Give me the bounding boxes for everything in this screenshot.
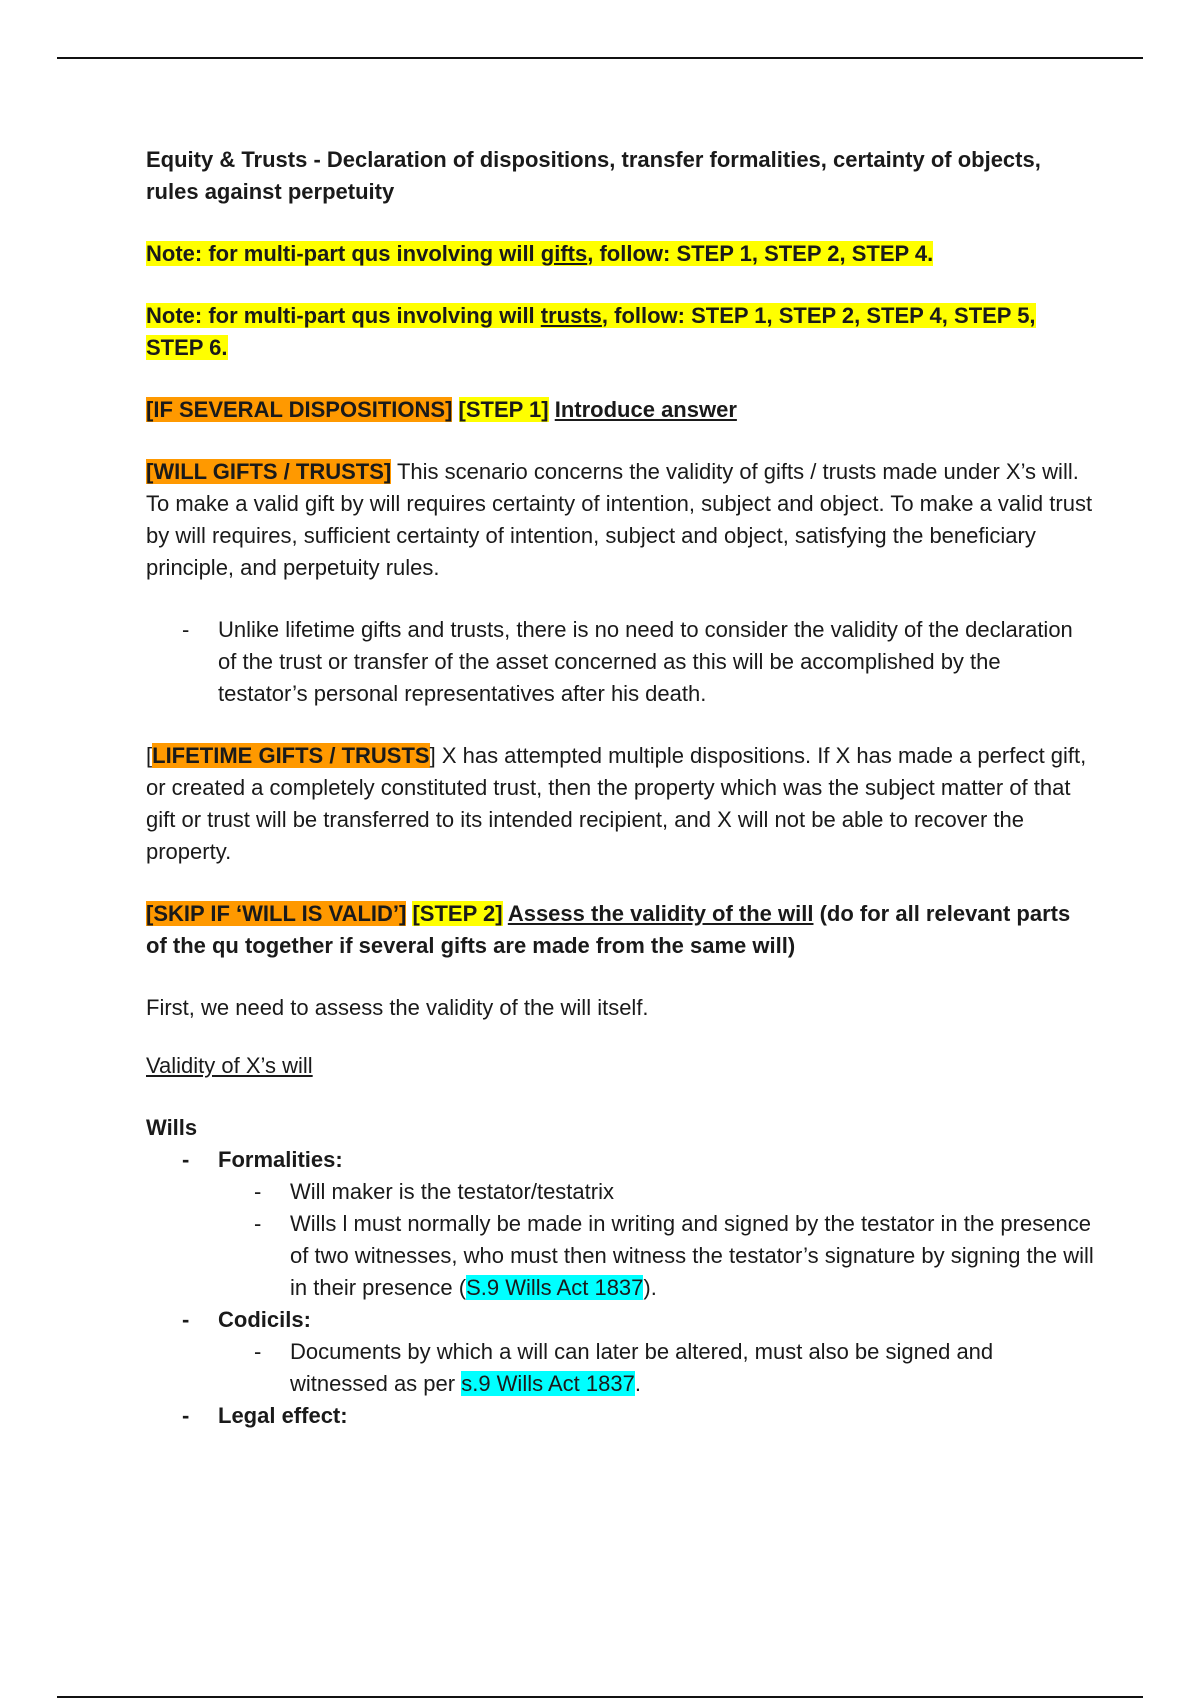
formalities-list (146, 1176, 1096, 1304)
note-text: Note: for multi-part qus involving will (146, 241, 541, 266)
note-text: Note: for multi-part qus involving will (146, 303, 541, 328)
codicils-list (146, 1336, 1096, 1400)
list-label: Formalities: (218, 1147, 343, 1172)
list-text: ). (643, 1275, 657, 1300)
paragraph-text: X has attempted multiple dispositions. If X has made a perfect gift, or created a completely constituted trust, then the property which was the subject matter of that gift or trust will be transferred to its intended recipient, and X will not be able to recover the property. (146, 743, 1087, 864)
bracket: ] (429, 743, 436, 768)
tag-badge: [WILL GIFTS / TRUSTS] (146, 459, 392, 484)
note-highlight (146, 241, 933, 266)
paragraph-text: This scenario concerns the validity of gifts / trusts made under X’s will. To make a valid gift by will requires certainty of intention, subject and object. To make a valid trust by will requires, sufficient certainty of intention, subject and object, satisfying the beneficiary principle, and perpetuity rules. (146, 459, 1093, 580)
list-text: Wills l must normally be made in writing and signed by the testator in the presence of two witnesses, who must then witness the testator’s signature by signing the will in their presence ( (290, 1211, 1094, 1300)
document-title: Equity & Trusts - Declaration of dispositions, transfer formalities, certainty of objects, rules against perpetuity (146, 147, 1041, 204)
list-item (218, 1336, 1096, 1400)
note-underlined: gifts (540, 241, 588, 266)
step-badge: [STEP 1] (458, 397, 549, 422)
list-label: Codicils: (218, 1307, 311, 1332)
list-item-formalities (146, 1144, 1096, 1304)
footer-rule (57, 1696, 1143, 1698)
note-text: , follow: STEP 1, STEP 2, STEP 4, STEP 5, STEP 6. (146, 303, 1036, 360)
note-text: , follow: STEP 1, STEP 2, STEP 4. (587, 241, 934, 266)
bracket: [ (146, 743, 153, 768)
will-gifts-paragraph (146, 456, 1096, 584)
heading-rest: (do for all relevant parts of the qu together if several gifts are made from the same will) (146, 901, 1071, 958)
lifetime-paragraph (146, 740, 1096, 868)
note-underlined: trusts (540, 303, 602, 328)
step2-heading (146, 898, 1096, 962)
list-item-legal-effect (146, 1400, 1096, 1432)
list-item-codicils (146, 1304, 1096, 1400)
wills-list (146, 1144, 1096, 1432)
note-will-gifts (146, 238, 1096, 270)
wills-heading: Wills (146, 1115, 198, 1140)
section-heading: Assess the validity of the will (507, 901, 814, 926)
list-label: Legal effect: (218, 1403, 348, 1428)
will-gifts-bullets (146, 614, 1096, 710)
list-item: - Will maker is the testator/testatrix (218, 1176, 1096, 1208)
section-heading: Introduce answer (554, 397, 737, 422)
list-item (218, 1208, 1096, 1304)
statute-reference: s.9 Wills Act 1837 (461, 1371, 635, 1396)
list-text: . (634, 1371, 641, 1396)
list-item: - Unlike lifetime gifts and trusts, there is no need to consider the validity of the declaration of the trust or transfer of the asset concerned as this will be accomplished by the testator’s personal representatives after his death. (146, 614, 1096, 710)
first-paragraph: First, we need to assess the validity of the will itself. (146, 995, 649, 1020)
note-highlight (146, 303, 1036, 360)
tag-badge: LIFETIME GIFTS / TRUSTS (152, 743, 430, 768)
tag-badge: [SKIP IF ‘WILL IS VALID’] (146, 901, 407, 926)
tag-badge: [IF SEVERAL DISPOSITIONS] (146, 397, 453, 422)
header-rule (57, 57, 1143, 59)
step-badge: [STEP 2] (412, 901, 503, 926)
document-body (146, 144, 1096, 1432)
note-will-trusts (146, 300, 1096, 364)
validity-subheading: Validity of X’s will (146, 1053, 313, 1078)
statute-reference: S.9 Wills Act 1837 (466, 1275, 644, 1300)
step1-heading (146, 394, 1096, 426)
list-text: Documents by which a will can later be altered, must also be signed and witnessed as per (290, 1339, 994, 1396)
